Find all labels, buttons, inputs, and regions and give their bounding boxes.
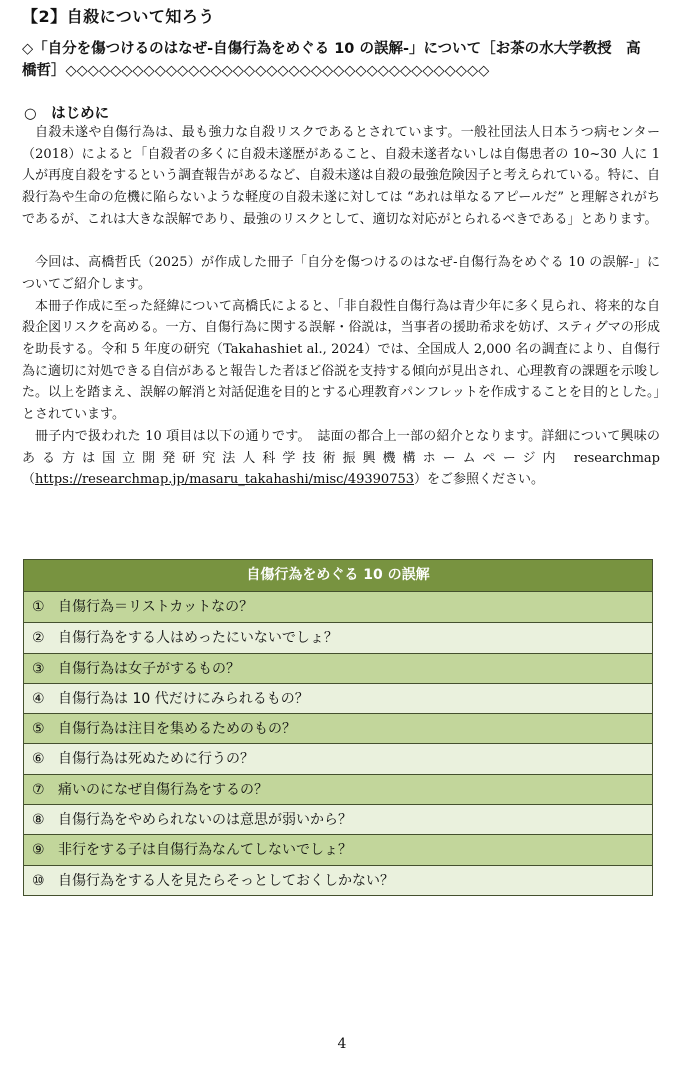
row-number: ② — [32, 630, 45, 647]
row-number: ⑩ — [32, 872, 45, 889]
table-row — [24, 865, 652, 895]
researchmap-link[interactable]: https://researchmap.jp/masaru_takahashi/misc/49390753 — [35, 472, 415, 488]
table-row — [24, 713, 652, 743]
page-number: 4 — [337, 1036, 347, 1052]
row-number: ⑤ — [32, 721, 45, 738]
intro-paragraph-1: 自殺未遂や自傷行為は、最も強力な自殺リスクであるとされています。一般社団法人日本うつ病センター（2018）によると「自殺者の多くに自殺未遂歴があること、自殺未遂者ないしは自傷患者の 10~30 人に 1 人が再度自殺をするという調査報告があるなど、自殺未遂は自殺の最強危険因子と考えられている。特に、自殺行為や生命の危機に陥らないような軽度の自殺未遂に対しては “あれは単なるアピールだ” と理解されがちであるが、これは大きな誤解であり、最強のリスクとして、適切な対応がとられるべきである」とあります。 — [22, 125, 660, 227]
row-text: 自傷行為をする人はめったにいないでしょ？ — [58, 630, 338, 647]
table-row — [24, 834, 652, 864]
table-row — [24, 774, 652, 804]
table-rows — [24, 592, 652, 895]
row-number: ① — [32, 599, 45, 615]
table-row — [24, 804, 652, 834]
row-text: 自傷行為は女子がするもの？ — [58, 660, 240, 677]
row-number: ⑨ — [32, 842, 45, 859]
intro-heading: ○ はじめに — [24, 106, 110, 122]
table-row — [24, 683, 652, 713]
intro-body — [22, 122, 660, 491]
row-text: 自傷行為は死ぬために行うの？ — [58, 751, 254, 768]
subtitle-line-2: 橋哲］◇◇◇◇◇◇◇◇◇◇◇◇◇◇◇◇◇◇◇◇◇◇◇◇◇◇◇◇◇◇◇◇◇◇◇◇◇◇ — [22, 63, 490, 79]
intro-paragraph-4-tail: ）をご参照ください。 — [414, 472, 545, 488]
subtitle-line-1: ◇「自分を傷つけるのはなぜ‐自傷行為をめぐる 10 の誤解‐」について［お茶の水大学教授 高 — [22, 41, 641, 57]
row-text: 自傷行為をする人を見たらそっとしておくしかない？ — [58, 872, 394, 889]
table-header: 自傷行為をめぐる 10 の誤解 — [24, 560, 652, 592]
section-title: 【2】自殺について知ろう — [22, 7, 215, 26]
row-text: 自傷行為は注目を集めるためのもの？ — [58, 721, 296, 738]
row-number: ④ — [32, 690, 45, 707]
row-text: 自傷行為をやめられないのは意思が弱いから？ — [58, 812, 352, 829]
row-number: ⑧ — [32, 812, 45, 829]
row-number: ③ — [32, 660, 45, 677]
row-number: ⑦ — [32, 781, 45, 798]
table-row — [24, 653, 652, 683]
article-subtitle — [22, 38, 662, 82]
intro-paragraph-4 — [22, 426, 660, 491]
intro-paragraph-3: 本冊子作成に至った経緯について高橋氏によると、「非自殺性自傷行為は青少年に多く見られ、将来的な自殺企図リスクを高める。一方、自傷行為に関する誤解・俗説は，当事者の援助希求を妨げ、スティグマの形成を助長する。令和 5 年度の研究（Takahashiet al., 2024）では、全国成人 2,000 名の調査により、自傷行為に適切に対処できる自信があると報告した者ほど俗説を支持する傾向が見出され、心理教育の課題を示唆した。以上を踏まえ、誤解の解消と対話促進を目的とする心理教育パンフレットを作成することを目的とした。」とされています。 — [22, 298, 660, 423]
row-number: ⑥ — [32, 751, 45, 768]
row-text: 自傷行為＝リストカットなの？ — [58, 599, 254, 615]
row-text: 非行をする子は自傷行為なんてしないでしょ？ — [58, 842, 352, 859]
table-row — [24, 622, 652, 652]
misconceptions-table — [23, 559, 653, 896]
intro-paragraph-2: 今回は、高橋哲氏（2025）が作成した冊子「自分を傷つけるのはなぜ‐自傷行為をめぐる 10 の誤解‐」についてご紹介します。 — [22, 255, 660, 292]
intro-paragraph-4-text: 冊子内で扱われた 10 項目は以下の通りです。 誌面の都合上一部の紹介となります。詳細について興味のある方は国立開発研究法人科学技術振興機構ホームページ内 researchmap（ — [22, 428, 660, 488]
table-row — [24, 743, 652, 773]
row-text: 痛いのになぜ自傷行為をするの？ — [58, 781, 268, 798]
table-row — [24, 592, 652, 622]
row-text: 自傷行為は 10 代だけにみられるもの？ — [58, 690, 309, 707]
